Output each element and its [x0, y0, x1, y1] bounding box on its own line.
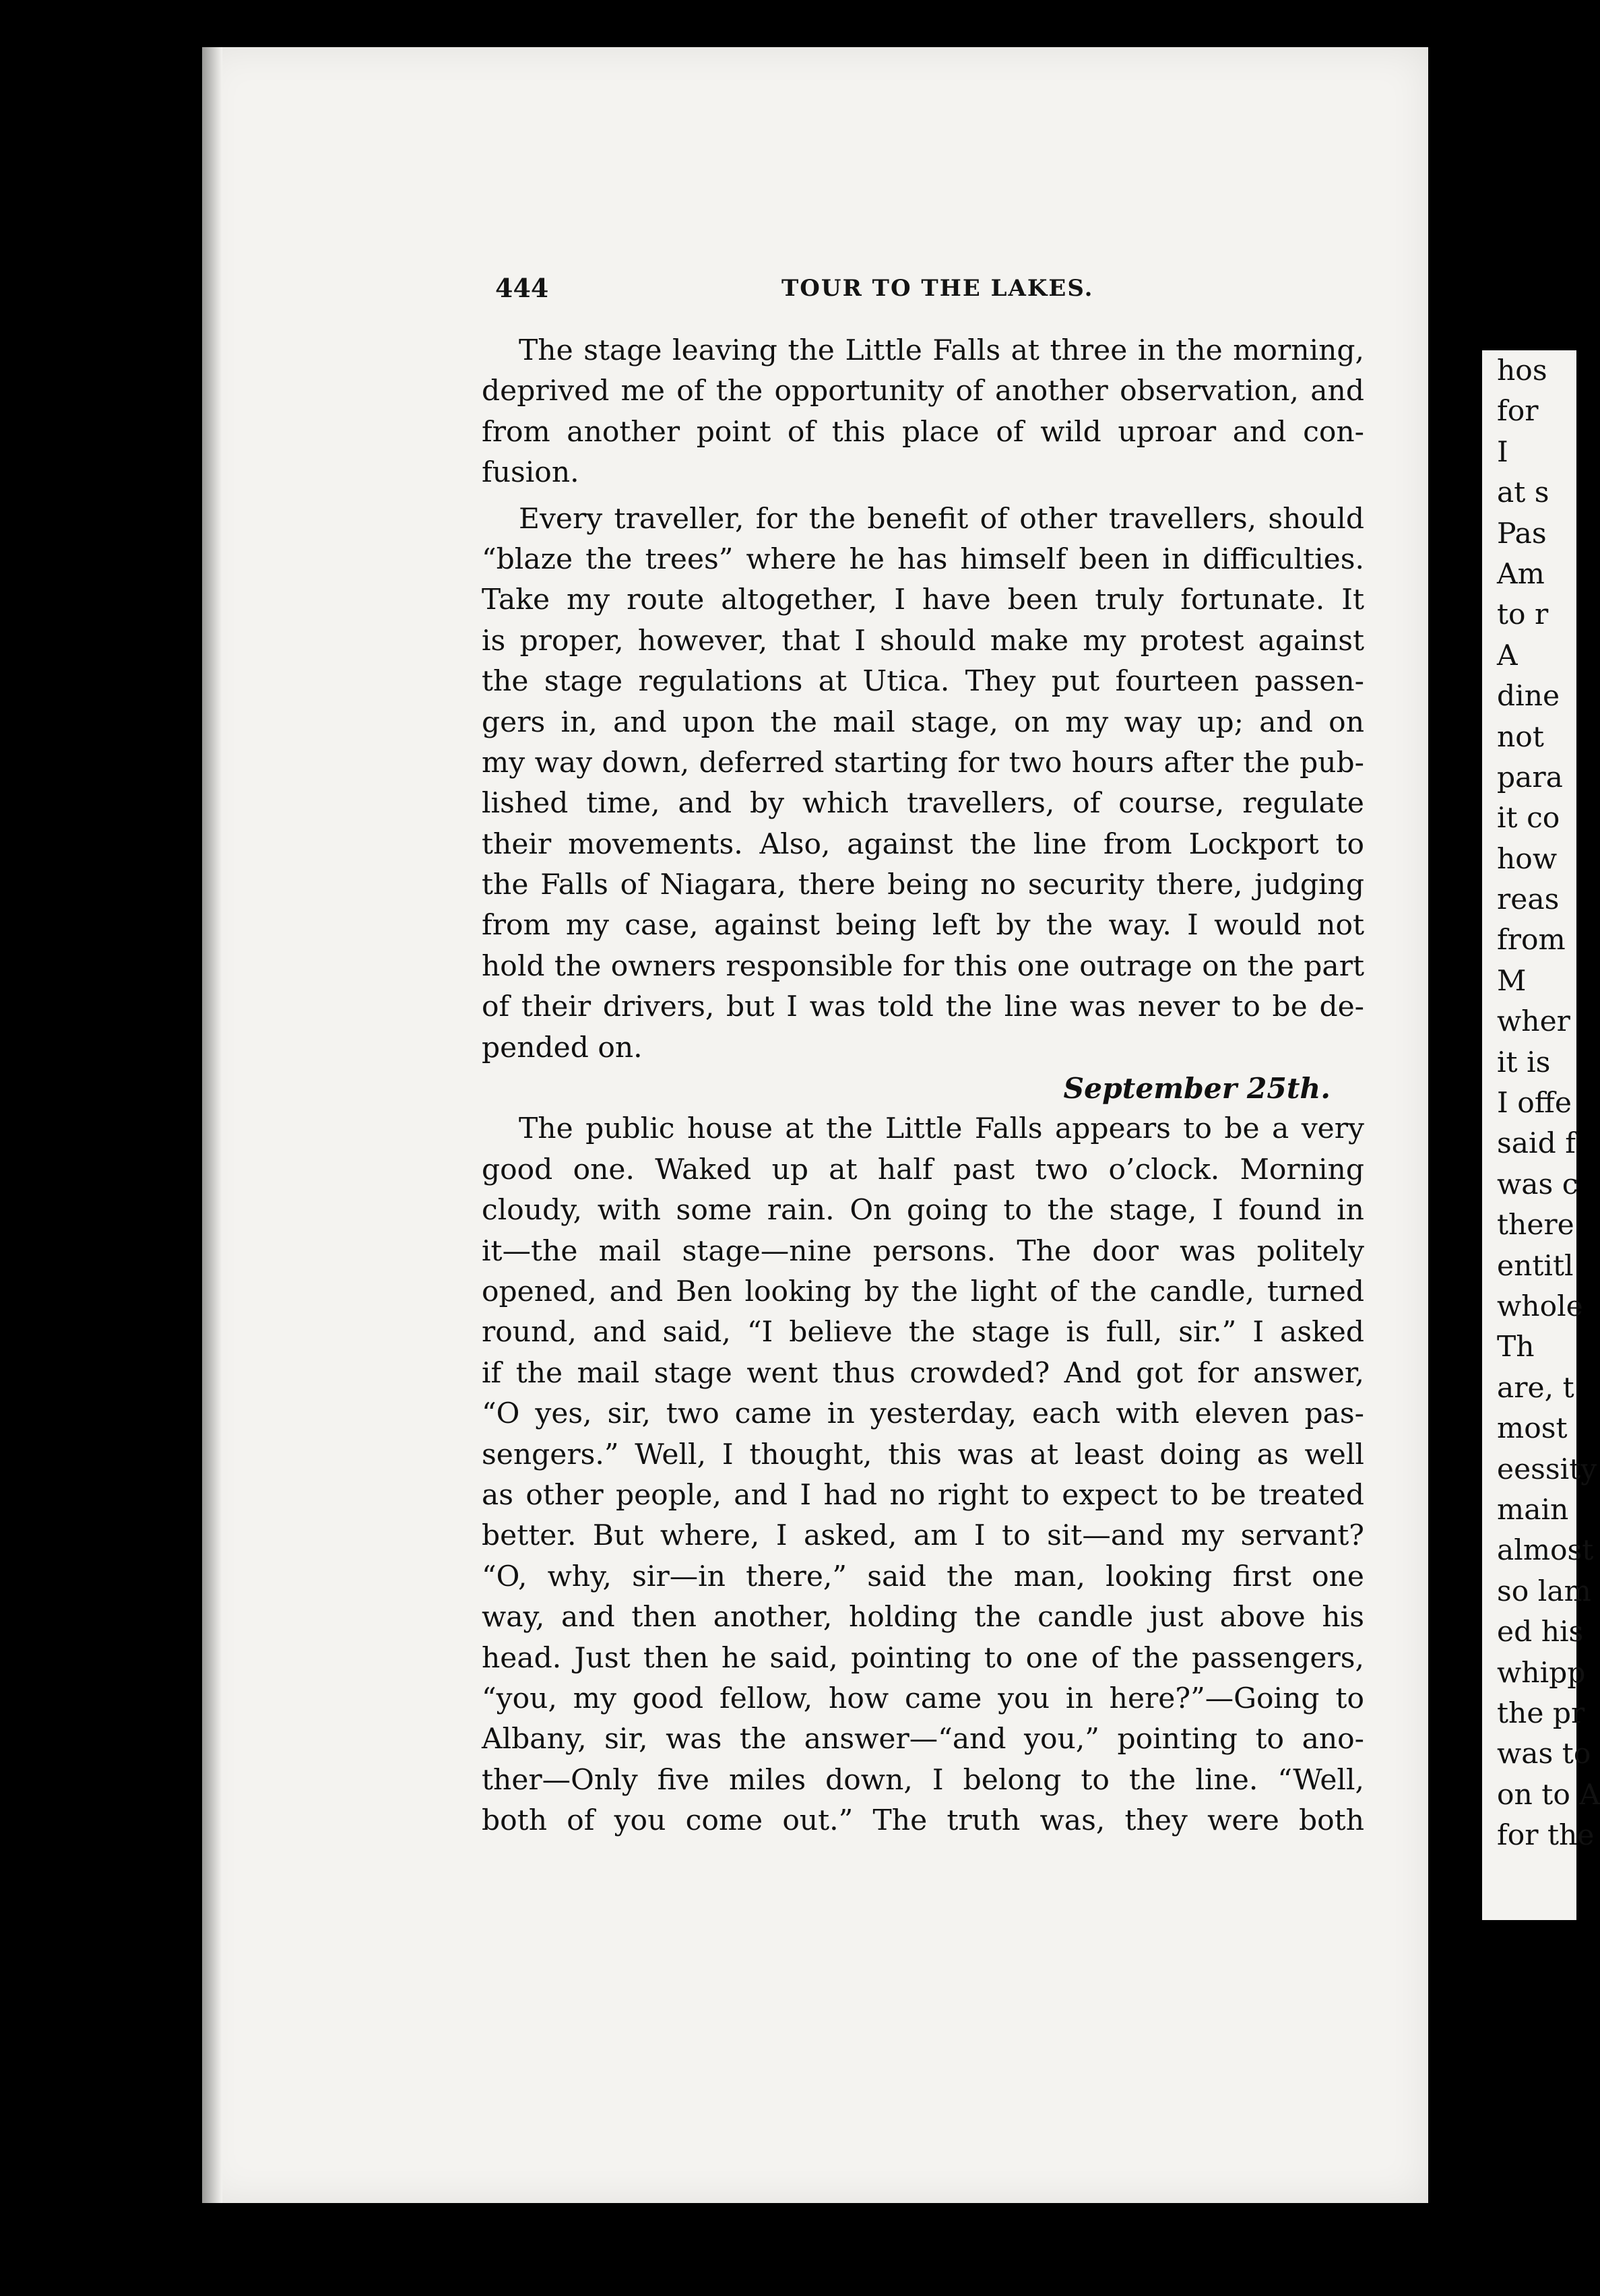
text-line: The stage leaving the Little Falls at three in the morning,: [519, 333, 1364, 366]
page-gutter-shadow: [202, 47, 222, 2203]
text-line: fusion.: [482, 455, 579, 489]
text-line: it—the mail stage—nine persons. The door was politely: [482, 1234, 1364, 1267]
facing-line-fragment: at s: [1497, 476, 1549, 509]
text-line: as other people, and I had no right to expect to be treated: [482, 1477, 1364, 1511]
page-header: [495, 273, 1371, 313]
facing-line-fragment: from: [1497, 923, 1566, 957]
text-line: round, and said, “I believe the stage is full, sir.” I asked: [482, 1315, 1364, 1349]
facing-line-fragment: main: [1497, 1492, 1569, 1526]
text-line: deprived me of the opportunity of another observation, and: [482, 374, 1364, 408]
facing-line-fragment: said f: [1497, 1126, 1576, 1160]
facing-page-edge: [1482, 350, 1600, 1920]
facing-line-fragment: was c: [1497, 1167, 1578, 1201]
facing-line-fragment: reas: [1497, 883, 1560, 916]
facing-line-fragment: for the: [1497, 1818, 1595, 1852]
facing-line-fragment: are, t: [1497, 1370, 1574, 1404]
facing-line-fragment: whipp: [1497, 1655, 1586, 1689]
text-line: their movements. Also, against the line from Lockport to: [482, 827, 1364, 860]
facing-line-fragment: not: [1497, 720, 1544, 753]
text-line: The public house at the Little Falls appears to be a very: [519, 1112, 1364, 1145]
text-line: the stage regulations at Utica. They put fourteen passen-: [482, 664, 1364, 698]
text-line: both of you come out.” The truth was, they were both: [482, 1804, 1364, 1837]
facing-line-fragment: I: [1497, 435, 1508, 468]
text-line: “blaze the trees” where he has himself been in difficulties.: [482, 542, 1364, 575]
facing-line-fragment: to r: [1497, 598, 1549, 631]
text-line: if the mail stage went thus crowded? And got for answer,: [482, 1356, 1364, 1389]
text-line: “you, my good fellow, how came you in here?”—Going to: [482, 1681, 1364, 1715]
text-line: opened, and Ben looking by the light of the candle, turned: [482, 1274, 1364, 1308]
text-line: way, and then another, holding the candle just above his: [482, 1600, 1364, 1634]
facing-line-fragment: wher: [1497, 1004, 1570, 1038]
facing-line-fragment: para: [1497, 760, 1563, 794]
text-line: good one. Waked up at half past two o’clock. Morning: [482, 1152, 1364, 1186]
facing-line-fragment: hos: [1497, 354, 1547, 387]
paragraph-gap: [482, 493, 1364, 499]
facing-line-fragment: Th: [1497, 1330, 1535, 1364]
facing-line-fragment: it is: [1497, 1045, 1551, 1079]
section-date: September 25th.: [1063, 1071, 1331, 1106]
text-line: head. Just then he said, pointing to one of the passengers,: [482, 1640, 1364, 1674]
text-line: Every traveller, for the benefit of other travellers, should: [519, 501, 1364, 535]
text-line: of their drivers, but I was told the line was never to be de-: [482, 990, 1364, 1023]
facing-line-fragment: ed his: [1497, 1615, 1584, 1649]
text-line: better. But where, I asked, am I to sit—and my servant?: [482, 1519, 1364, 1552]
facing-line-fragment: was to: [1497, 1737, 1591, 1771]
facing-line-fragment: eessity: [1497, 1452, 1597, 1486]
facing-line-fragment: almost: [1497, 1533, 1594, 1567]
facing-line-fragment: whole: [1497, 1289, 1583, 1322]
facing-line-fragment: for: [1497, 394, 1539, 428]
facing-line-fragment: most: [1497, 1411, 1568, 1445]
text-line: from another point of this place of wild uproar and con-: [482, 414, 1364, 448]
text-line: “O yes, sir, two came in yesterday, each with eleven pas-: [482, 1397, 1364, 1430]
facing-line-fragment: dine: [1497, 679, 1560, 713]
text-line: lished time, and by which travellers, of course, regulate: [482, 786, 1364, 820]
text-line: pended on.: [482, 1030, 643, 1064]
facing-line-fragment: M: [1497, 963, 1527, 997]
text-line: “O, why, sir—in there,” said the man, looking first one: [482, 1559, 1364, 1593]
text-line: sengers.” Well, I thought, this was at least doing as well: [482, 1437, 1364, 1471]
text-line: cloudy, with some rain. On going to the stage, I found in: [482, 1193, 1364, 1227]
text-line: gers in, and upon the mail stage, on my way up; and on: [482, 705, 1364, 738]
facing-line-fragment: on to A: [1497, 1777, 1600, 1811]
facing-line-fragment: so lam: [1497, 1574, 1591, 1607]
facing-line-fragment: I offe: [1497, 1086, 1572, 1120]
facing-line-fragment: entitl: [1497, 1248, 1574, 1282]
text-line: the Falls of Niagara, there being no security there, judging: [482, 868, 1364, 901]
page-number: 444: [495, 273, 549, 303]
text-line: Take my route altogether, I have been truly fortunate. It: [482, 583, 1364, 616]
facing-line-fragment: how: [1497, 841, 1558, 875]
facing-line-fragment: the pr: [1497, 1696, 1585, 1729]
text-line: Albany, sir, was the answer—“and you,” pointing to ano-: [482, 1722, 1364, 1756]
facing-line-fragment: A: [1497, 638, 1518, 672]
text-line: my way down, deferred starting for two hours after the pub-: [482, 745, 1364, 779]
text-line: hold the owners responsible for this one outrage on the part: [482, 949, 1364, 982]
running-head: TOUR TO THE LAKES.: [781, 275, 1094, 302]
text-line: ther—Only five miles down, I belong to the line. “Well,: [482, 1762, 1364, 1796]
text-line: from my case, against being left by the way. I would not: [482, 908, 1364, 942]
facing-line-fragment: it co: [1497, 801, 1560, 835]
facing-line-fragment: Pas: [1497, 516, 1547, 550]
text-line: is proper, however, that I should make my protest against: [482, 623, 1364, 657]
facing-line-fragment: there: [1497, 1208, 1574, 1242]
facing-line-fragment: Am: [1497, 556, 1545, 590]
body-text: [482, 330, 1364, 1841]
